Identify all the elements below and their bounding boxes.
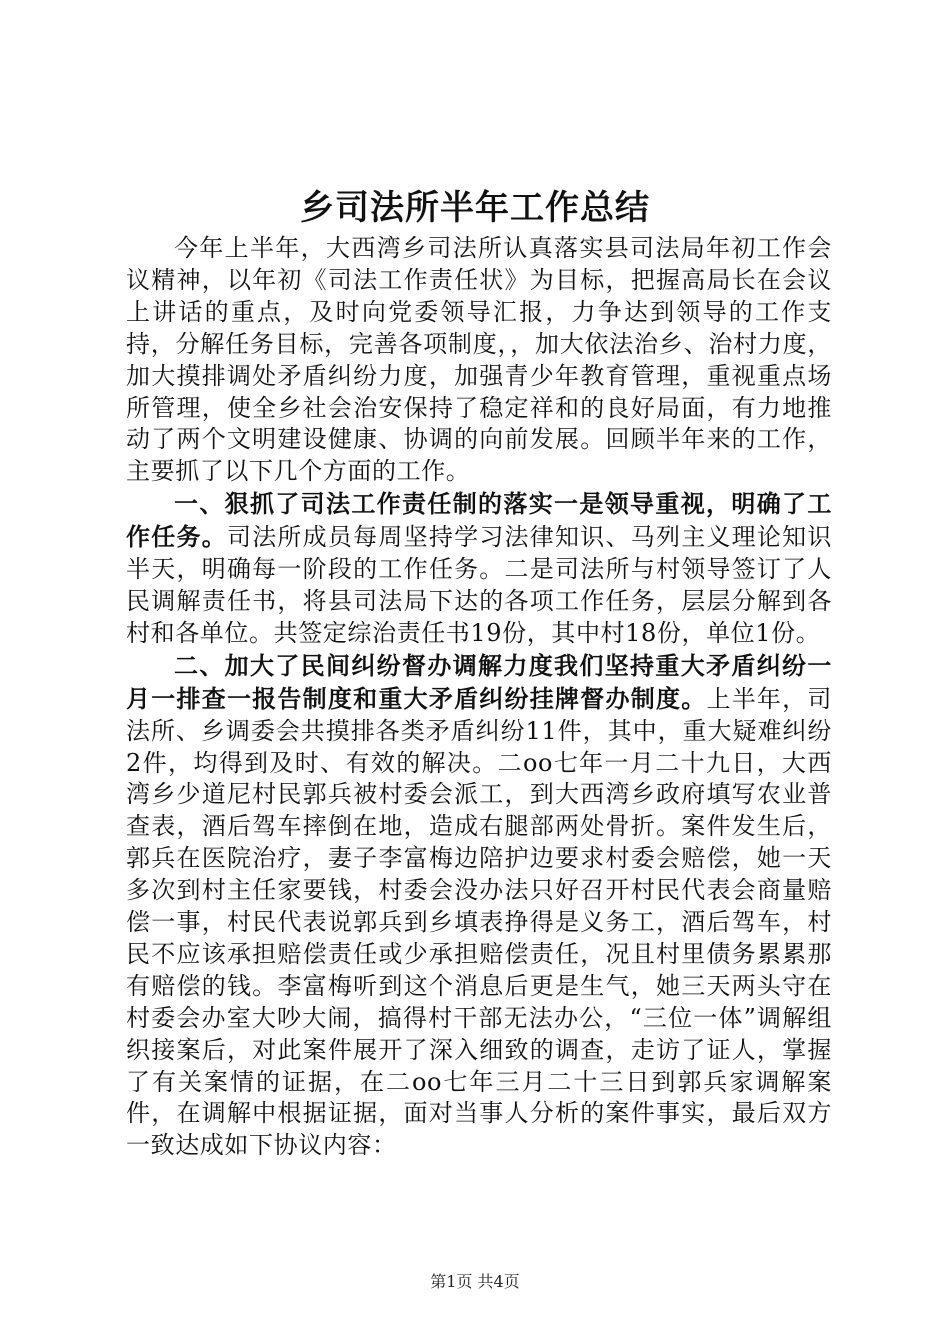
section-1-heading: 一、狠抓了司法工作责任制的落实一是领导重视，明确了工作任务。 <box>126 489 832 552</box>
paragraph-section-2 <box>126 650 832 1163</box>
paragraph-intro-text: 今年上半年，大西湾乡司法所认真落实县司法局年初工作会议精神，以年初《司法工作责任状》为目标，把握高局长在会议上讲话的重点，及时向党委领导汇报，力争达到领导的工作支持，分解任务目标，完善各项制度，，加大依法治乡、治村力度，加大摸排调处矛盾纠纷力度，加强青少年教育管理，重视重点场所管理，使全乡社会治安保持了稳定祥和的良好局面，有力地推动了两个文明建设健康、协调的向前发展。回顾半年来的工作，主要抓了以下几个方面的工作。 <box>126 234 832 486</box>
section-1-text: 司法所成员每周坚持学习法律知识、马列主义理论知识半天，明确每一阶段的工作任务。二是司法所与村领导签订了人民调解责任书，将县司法局下达的各项工作任务，层层分解到各村和各单位。共签定综治责任书19份，其中村18份，单位1份。 <box>126 523 832 647</box>
paragraph-intro <box>126 232 832 488</box>
document-title: 乡司法所半年工作总结 <box>300 188 650 228</box>
page-footer: 第1页 共4页 <box>430 1272 520 1291</box>
document-body <box>126 232 832 1162</box>
section-2-heading: 二、加大了民间纠纷督办调解力度我们坚持重大矛盾纠纷一月一排查一报告制度和重大矛盾纠纷挂牌督办制度。 <box>126 650 832 713</box>
paragraph-section-1 <box>126 488 832 650</box>
section-2-text: 上半年，司法所、乡调委会共摸排各类矛盾纠纷11件，其中，重大疑难纠纷2件，均得到及时、有效的解决。二oo七年一月二十九日，大西湾乡少道尼村民郭兵被村委会派工，到大西湾乡政府填写农业普查表，酒后驾车摔倒在地，造成右腿部两处骨折。案件发生后，郭兵在医院治疗，妻子李富梅边陪护边要求村委会赔偿，她一天多次到村主任家要钱，村委会没办法只好召开村民代表会商量赔偿一事，村民代表说郭兵到乡填表挣得是义务工，酒后驾车，村民不应该承担赔偿责任或少承担赔偿责任，况且村里债务累累那有赔偿的钱。李富梅听到这个消息后更是生气，她三天两头守在村委会办室大吵大闹，搞得村干部无法办公，“三位一体”调解组织接案后，对此案件展开了深入细致的调查，走访了证人，掌握了有关案情的证据，在二oo七年三月二十三日到郭兵家调解案件，在调解中根据证据，面对当事人分析的案件事实，最后双方一致达成如下协议内容： <box>126 684 832 1160</box>
